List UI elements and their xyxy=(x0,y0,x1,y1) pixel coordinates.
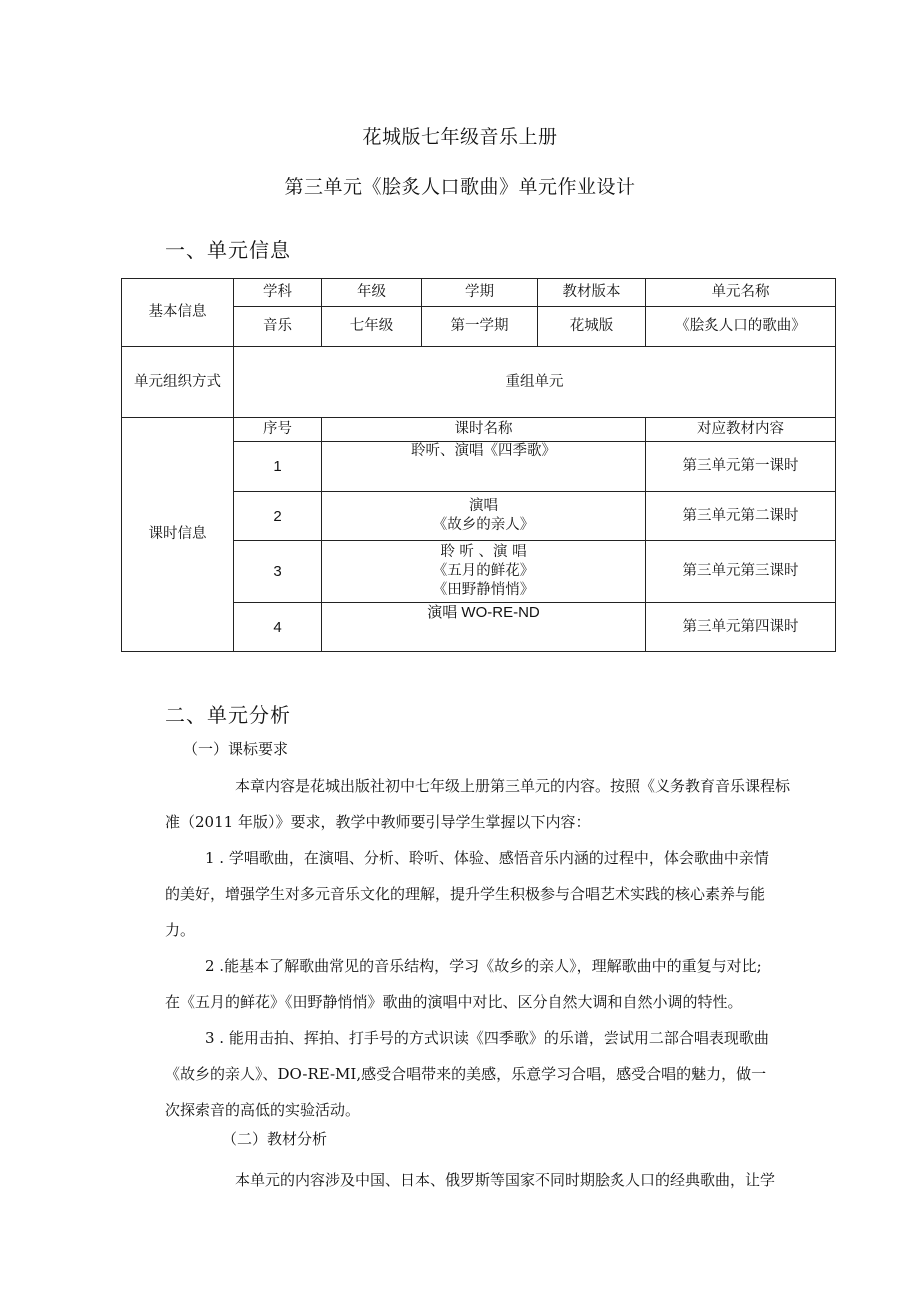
header-textbook: 教材版本 xyxy=(538,279,646,307)
lesson-name xyxy=(322,541,646,603)
text-line: 的美好，增强学生对多元音乐文化的理解，提升学生积极参与合唱艺术实践的核心素养与能 xyxy=(165,885,766,903)
lesson-name-line: 《田野静悄悄》 xyxy=(432,582,535,598)
lesson-content: 第三单元第四课时 xyxy=(646,603,836,652)
lesson-name xyxy=(322,442,646,492)
section1-heading: 一、单元信息 xyxy=(165,238,291,262)
lesson-name xyxy=(322,603,646,652)
lesson-name-line: 《五月的鲜花》 xyxy=(432,563,535,579)
subsection-standards: （一）课标要求 xyxy=(183,740,289,758)
text-line: 本章内容是花城出版社初中七年级上册第三单元的内容。按照《义务教育音乐课程标 xyxy=(235,777,791,795)
org-label: 单元组织方式 xyxy=(122,347,234,418)
text-line: 《故乡的亲人》、DO-RE-MI,感受合唱带来的美感，乐意学习合唱，感受合唱的魅力，做一 xyxy=(165,1065,767,1083)
lesson-name-line: 《故乡的亲人》 xyxy=(432,517,535,533)
text-line: 3 . 能用击拍、挥拍、打手号的方式识读《四季歌》的乐谱，尝试用二部合唱表现歌曲 xyxy=(205,1029,769,1047)
header-subject: 学科 xyxy=(234,279,322,307)
text-line: 2 .能基本了解歌曲常见的音乐结构，学习《故乡的亲人》，理解歌曲中的重复与对比; xyxy=(205,957,762,975)
lesson-content: 第三单元第一课时 xyxy=(646,442,836,492)
section2-heading: 二、单元分析 xyxy=(165,703,291,727)
basic-info-label: 基本信息 xyxy=(122,279,234,347)
lesson-name-line: 聆听、演唱《四季歌》 xyxy=(411,443,556,459)
subsection-material: （二）教材分析 xyxy=(222,1130,328,1148)
document-title-line2: 第三单元《脍炙人口歌曲》单元作业设计 xyxy=(284,176,636,198)
value-semester: 第一学期 xyxy=(422,307,538,347)
header-grade: 年级 xyxy=(322,279,422,307)
lesson-info-label: 课时信息 xyxy=(122,418,234,652)
text-line: 1 . 学唱歌曲，在演唱、分析、聆听、体验、感悟音乐内涵的过程中，体会歌曲中亲情 xyxy=(205,849,769,867)
text-line: 力。 xyxy=(165,921,196,939)
lesson-content: 第三单元第二课时 xyxy=(646,492,836,541)
unit-info-table xyxy=(121,278,836,652)
lesson-content: 第三单元第三课时 xyxy=(646,541,836,603)
header-semester: 学期 xyxy=(422,279,538,307)
lesson-no: 3 xyxy=(234,541,322,603)
lesson-no: 1 xyxy=(234,442,322,492)
text-line: 次探索音的高低的实验活动。 xyxy=(165,1101,361,1119)
lesson-header-name: 课时名称 xyxy=(322,418,646,442)
lesson-no: 4 xyxy=(234,603,322,652)
document-title-line1: 花城版七年级音乐上册 xyxy=(362,126,558,148)
org-value: 重组单元 xyxy=(234,347,836,418)
paragraph-intro xyxy=(165,768,841,1128)
value-textbook: 花城版 xyxy=(538,307,646,347)
lesson-name-line: 聆 听 、演 唱 xyxy=(440,544,527,560)
text-line: 在《五月的鲜花》《田野静悄悄》歌曲的演唱中对比、区分自然大调和自然小调的特性。 xyxy=(165,993,743,1011)
value-subject: 音乐 xyxy=(234,307,322,347)
lesson-header-no: 序号 xyxy=(234,418,322,442)
paragraph-material xyxy=(165,1162,841,1198)
lesson-no: 2 xyxy=(234,492,322,541)
lesson-name xyxy=(322,492,646,541)
value-grade: 七年级 xyxy=(322,307,422,347)
lesson-name-line: 演唱 xyxy=(469,498,498,514)
value-unit-name: 《脍炙人口的歌曲》 xyxy=(646,307,836,347)
lesson-name-line: 演唱 WO-RE-ND xyxy=(427,604,540,621)
lesson-header-content: 对应教材内容 xyxy=(646,418,836,442)
text-line: 准（2011 年版）》要求，教学中教师要引导学生掌握以下内容： xyxy=(165,813,591,831)
header-unit-name: 单元名称 xyxy=(646,279,836,307)
text-line: 本单元的内容涉及中国、日本、俄罗斯等国家不同时期脍炙人口的经典歌曲，让学 xyxy=(235,1171,776,1189)
